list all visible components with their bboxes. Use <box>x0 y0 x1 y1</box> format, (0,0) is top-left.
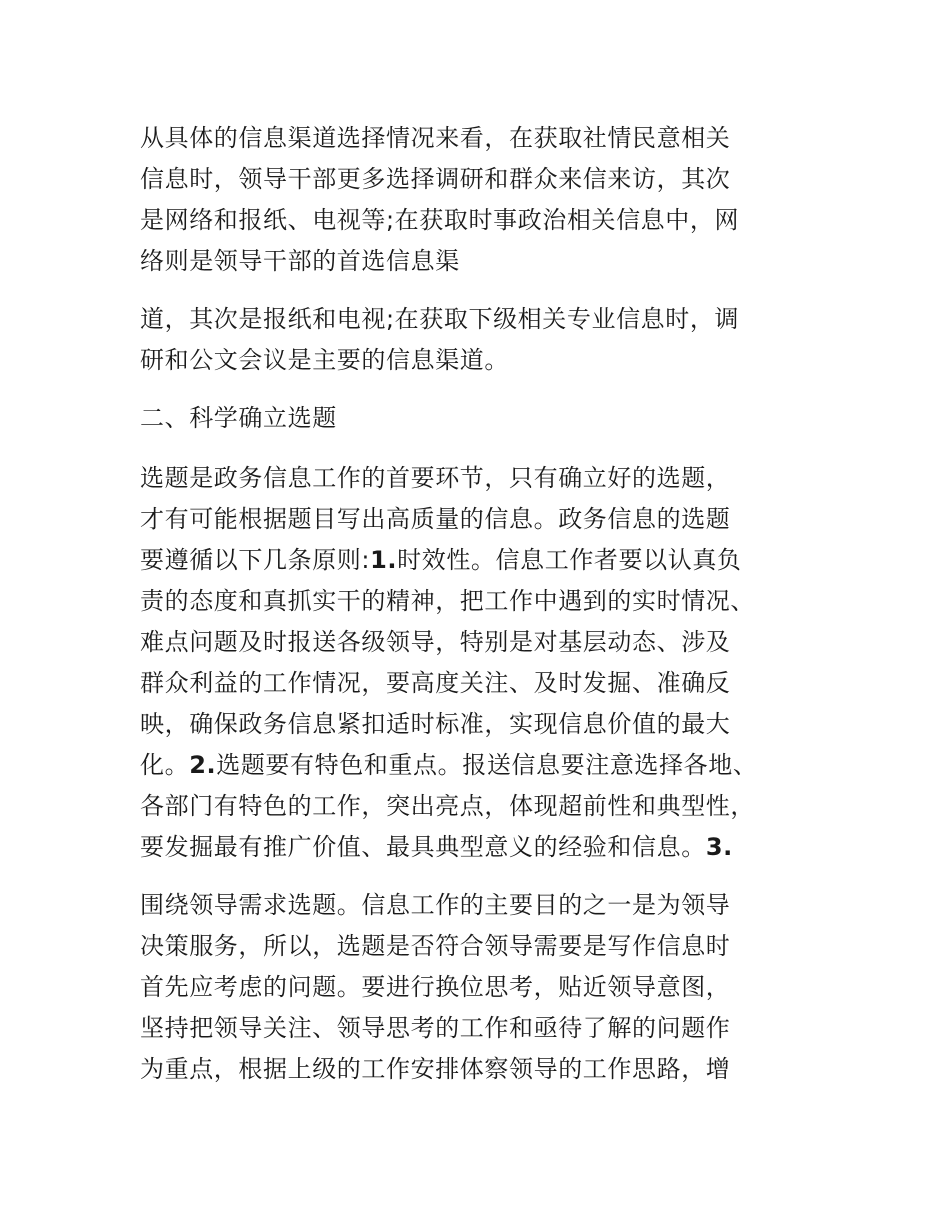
paragraph-line <box>140 745 757 786</box>
paragraph-line <box>140 540 742 581</box>
paragraph-line: 难点问题及时报送各级领导，特别是对基层动态、涉及 <box>140 628 731 656</box>
line-text: 要遵循以下几条原则: <box>140 546 371 574</box>
paragraph-line: 从具体的信息渠道选择情况来看，在获取社情民意相关 <box>140 124 731 152</box>
paragraph-line: 为重点，根据上级的工作安排体察领导的工作思路，增 <box>140 1055 731 1083</box>
paragraph-line: 选题是政务信息工作的首要环节，只有确立好的选题， <box>140 464 731 492</box>
paragraph-line: 责的态度和真抓实干的精神，把工作中遇到的实时情况、 <box>140 587 755 615</box>
paragraph-line: 信息时，领导干部更多选择调研和群众来信来访，其次 <box>140 165 731 193</box>
section-heading: 二、科学确立选题 <box>140 404 337 432</box>
paragraph-line: 才有可能根据题目写出高质量的信息。政务信息的选题 <box>140 505 731 533</box>
paragraph-line: 群众利益的工作情况，要高度关注、及时发掘、准确反 <box>140 669 731 697</box>
list-number: 3. <box>705 833 733 861</box>
paragraph-line: 坚持把领导关注、领导思考的工作和亟待了解的问题作 <box>140 1014 731 1042</box>
paragraph-line: 研和公文会议是主要的信息渠道。 <box>140 346 509 374</box>
line-text: 选题要有特色和重点。报送信息要注意选择各地、 <box>216 751 758 779</box>
paragraph-line: 决策服务，所以，选题是否符合领导需要是写作信息时 <box>140 932 731 960</box>
list-number: 2. <box>189 751 217 779</box>
paragraph-line: 络则是领导干部的首选信息渠 <box>140 247 460 275</box>
paragraph-line: 是网络和报纸、电视等;在获取时事政治相关信息中，网 <box>140 206 740 234</box>
list-number: 1. <box>370 546 398 574</box>
paragraph-line: 各部门有特色的工作，突出亮点，体现超前性和典型性， <box>140 792 755 820</box>
paragraph-line <box>140 827 733 868</box>
paragraph-line: 围绕领导需求选题。信息工作的主要目的之一是为领导 <box>140 891 731 919</box>
paragraph-line: 首先应考虑的问题。要进行换位思考，贴近领导意图， <box>140 973 731 1001</box>
line-text: 化。 <box>140 751 190 779</box>
paragraph-line: 映，确保政务信息紧扣适时标准，实现信息价值的最大 <box>140 710 731 738</box>
line-text: 要发掘最有推广价值、最具典型意义的经验和信息。 <box>140 833 706 861</box>
paragraph-line: 道，其次是报纸和电视;在获取下级相关专业信息时，调 <box>140 305 740 333</box>
line-text: 时效性。信息工作者要以认真负 <box>397 546 742 574</box>
